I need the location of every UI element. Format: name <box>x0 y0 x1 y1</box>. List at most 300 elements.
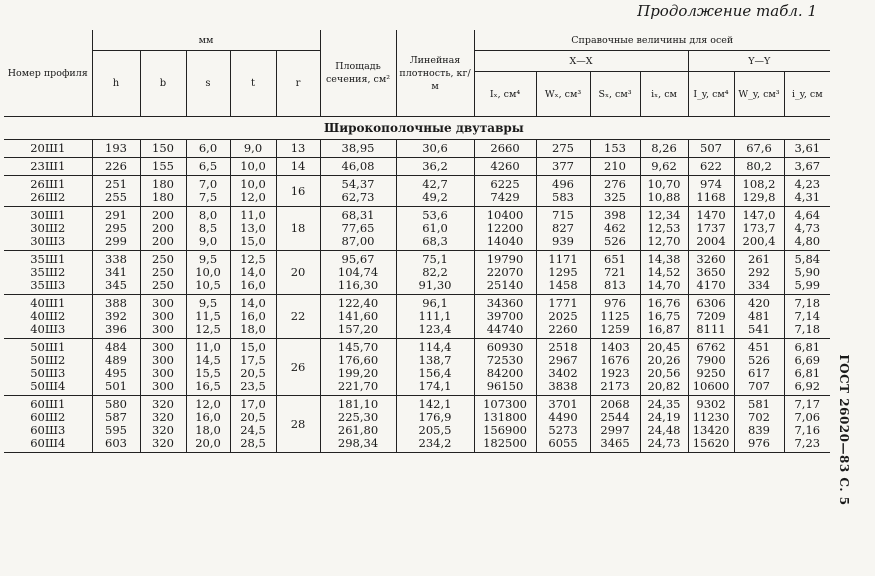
cell-sx <box>590 396 640 453</box>
cell-value: 3701 <box>548 397 578 411</box>
cell-value: 622 <box>700 159 722 173</box>
cell-wy <box>734 158 784 176</box>
cell-value: 60Ш1 <box>30 397 66 411</box>
cell-value: 26Ш2 <box>30 190 66 204</box>
cell-b <box>140 295 186 339</box>
cell-h <box>92 339 140 396</box>
cell-wx <box>536 176 590 207</box>
cell-sx <box>590 176 640 207</box>
cell-r <box>276 396 320 453</box>
cell-value: 300 <box>152 366 174 380</box>
cell-h <box>92 251 140 295</box>
cell-value: 138,7 <box>418 353 452 367</box>
cell-value: 298,34 <box>337 436 379 450</box>
cell-value: 7429 <box>490 190 520 204</box>
table-row <box>4 140 830 158</box>
cell-iy-radius <box>784 339 830 396</box>
cell-value: 39700 <box>486 309 524 323</box>
cell-iy-radius <box>784 207 830 251</box>
profile-table <box>4 30 830 453</box>
cell-value: 320 <box>152 436 174 450</box>
cell-s <box>186 207 230 251</box>
cell-r <box>276 176 320 207</box>
cell-value: 36,2 <box>422 159 448 173</box>
cell-value: 481 <box>748 309 770 323</box>
cell-value: 587 <box>105 410 127 424</box>
cell-value: 7,23 <box>794 436 821 450</box>
cell-value: 1676 <box>600 353 630 367</box>
cell-value: 7,18 <box>794 322 821 336</box>
header-ix-moment: Iₓ, см⁴ <box>474 72 536 117</box>
cell-value: 1171 <box>548 252 578 266</box>
cell-value: 827 <box>552 221 574 235</box>
cell-value: 30Ш1 <box>30 208 66 222</box>
cell-h <box>92 158 140 176</box>
cell-value: 320 <box>152 410 174 424</box>
header-iy-moment: I_y, см⁴ <box>688 72 734 117</box>
cell-value: 338 <box>105 252 127 266</box>
cell-value: 1295 <box>548 265 578 279</box>
cell-profile-number <box>4 396 92 453</box>
cell-value: 5,99 <box>794 278 821 292</box>
cell-value: 3260 <box>696 252 726 266</box>
cell-value: 251 <box>105 177 127 191</box>
cell-value: 84200 <box>486 366 524 380</box>
cell-value: 276 <box>604 177 626 191</box>
cell-value: 9250 <box>696 366 726 380</box>
cell-value: 14040 <box>486 234 524 248</box>
cell-value: 24,35 <box>647 397 681 411</box>
cell-value: 141,60 <box>337 309 379 323</box>
cell-profile-number <box>4 176 92 207</box>
cell-value: 974 <box>700 177 722 191</box>
cell-value: 1771 <box>548 296 578 310</box>
cell-value: 20Ш1 <box>30 141 66 155</box>
cell-value: 221,70 <box>337 379 379 393</box>
cell-value: 1470 <box>696 208 726 222</box>
cell-value: 72530 <box>486 353 524 367</box>
cell-wy <box>734 396 784 453</box>
cell-r <box>276 295 320 339</box>
cell-value: 451 <box>748 340 770 354</box>
header-axis-xx: X—X <box>474 51 688 72</box>
cell-value: 24,73 <box>647 436 681 450</box>
cell-value: 2518 <box>548 340 578 354</box>
cell-value: 75,1 <box>422 252 448 266</box>
profile-group <box>4 295 830 339</box>
cell-value: 60930 <box>486 340 524 354</box>
cell-value: 153 <box>604 141 626 155</box>
cell-value: 49,2 <box>422 190 448 204</box>
cell-area <box>320 396 396 453</box>
cell-value: 28 <box>290 416 306 431</box>
cell-value: 9,5 <box>198 296 218 310</box>
cell-value: 7,06 <box>794 410 821 424</box>
cell-value: 96150 <box>486 379 524 393</box>
cell-value: 300 <box>152 379 174 393</box>
cell-value: 60Ш4 <box>30 436 66 450</box>
cell-value: 6055 <box>548 436 578 450</box>
cell-value: 275 <box>552 141 574 155</box>
cell-value: 34360 <box>486 296 524 310</box>
cell-value: 181,10 <box>337 397 379 411</box>
header-ix-radius: iₓ, см <box>640 72 688 117</box>
cell-value: 7,18 <box>794 296 821 310</box>
cell-value: 4170 <box>696 278 726 292</box>
cell-value: 300 <box>152 296 174 310</box>
cell-density <box>396 295 474 339</box>
cell-b <box>140 176 186 207</box>
cell-b <box>140 339 186 396</box>
cell-wx <box>536 140 590 158</box>
cell-value: 9,62 <box>651 159 677 173</box>
cell-ix-radius <box>640 158 688 176</box>
cell-value: 2068 <box>600 397 630 411</box>
cell-iy-radius <box>784 396 830 453</box>
cell-value: 16,0 <box>240 309 266 323</box>
cell-value: 26Ш1 <box>30 177 66 191</box>
cell-value: 5273 <box>548 423 578 437</box>
cell-value: 702 <box>748 410 770 424</box>
cell-value: 9,0 <box>243 141 263 155</box>
cell-ix-radius <box>640 251 688 295</box>
cell-value: 7209 <box>696 309 726 323</box>
cell-value: 6306 <box>696 296 726 310</box>
page-header: Продолжение табл. 1 <box>637 2 817 20</box>
cell-value: 174,1 <box>418 379 452 393</box>
cell-s <box>186 158 230 176</box>
header-wx: Wₓ, см³ <box>536 72 590 117</box>
cell-value: 226 <box>105 159 127 173</box>
cell-value: 14,0 <box>240 296 266 310</box>
cell-value: 7,16 <box>794 423 821 437</box>
cell-ix-moment <box>474 176 536 207</box>
cell-value: 24,48 <box>647 423 681 437</box>
cell-value: 10400 <box>486 208 524 222</box>
cell-value: 80,2 <box>746 159 772 173</box>
cell-value: 200 <box>152 234 174 248</box>
cell-value: 147,0 <box>742 208 776 222</box>
cell-value: 156900 <box>483 423 527 437</box>
cell-sx <box>590 339 640 396</box>
cell-ix-radius <box>640 176 688 207</box>
cell-value: 839 <box>748 423 770 437</box>
cell-value: 603 <box>105 436 127 450</box>
cell-value: 155 <box>152 159 174 173</box>
cell-value: 462 <box>604 221 626 235</box>
cell-value: 20,0 <box>195 436 221 450</box>
cell-value: 250 <box>152 278 174 292</box>
cell-r <box>276 207 320 251</box>
cell-value: 261,80 <box>337 423 379 437</box>
cell-value: 295 <box>105 221 127 235</box>
cell-value: 77,65 <box>341 221 375 235</box>
cell-value: 200 <box>152 208 174 222</box>
cell-area <box>320 251 396 295</box>
cell-value: 388 <box>105 296 127 310</box>
cell-value: 3402 <box>548 366 578 380</box>
cell-value: 8,0 <box>198 208 218 222</box>
cell-ix-moment <box>474 339 536 396</box>
header-mm: мм <box>92 30 320 51</box>
cell-value: 2544 <box>600 410 630 424</box>
cell-value: 392 <box>105 309 127 323</box>
cell-value: 50Ш1 <box>30 340 66 354</box>
cell-value: 35Ш3 <box>30 278 66 292</box>
cell-iy-radius <box>784 176 830 207</box>
cell-value: 4,23 <box>794 177 821 191</box>
cell-value: 107300 <box>483 397 527 411</box>
section-title: Широкополочные двутавры <box>4 117 830 140</box>
cell-sx <box>590 295 640 339</box>
cell-value: 707 <box>748 379 770 393</box>
cell-value: 18,0 <box>240 322 266 336</box>
cell-value: 24,5 <box>240 423 266 437</box>
cell-value: 6,81 <box>794 366 821 380</box>
cell-wx <box>536 295 590 339</box>
table-row <box>4 339 830 396</box>
cell-value: 9302 <box>696 397 726 411</box>
cell-iy-radius <box>784 140 830 158</box>
cell-iy-moment <box>688 158 734 176</box>
cell-value: 225,30 <box>337 410 379 424</box>
cell-value: 9,0 <box>198 234 218 248</box>
header-profile-number: Номер профиля <box>4 30 92 117</box>
cell-area <box>320 140 396 158</box>
cell-value: 15,0 <box>240 340 266 354</box>
cell-value: 300 <box>152 353 174 367</box>
cell-wy <box>734 251 784 295</box>
cell-value: 4,64 <box>794 208 821 222</box>
cell-value: 250 <box>152 252 174 266</box>
cell-ix-moment <box>474 396 536 453</box>
cell-value: 6225 <box>490 177 520 191</box>
cell-value: 377 <box>552 159 574 173</box>
cell-value: 976 <box>604 296 626 310</box>
cell-value: 715 <box>552 208 574 222</box>
cell-profile-number <box>4 140 92 158</box>
profile-group <box>4 176 830 207</box>
cell-t <box>230 251 276 295</box>
cell-value: 5,90 <box>794 265 821 279</box>
cell-iy-moment <box>688 140 734 158</box>
cell-b <box>140 207 186 251</box>
header-area: Площадь сечения, см² <box>320 30 396 117</box>
table-row <box>4 176 830 207</box>
cell-iy-moment <box>688 396 734 453</box>
cell-r <box>276 339 320 396</box>
cell-value: 334 <box>748 278 770 292</box>
cell-value: 157,20 <box>337 322 379 336</box>
cell-value: 489 <box>105 353 127 367</box>
cell-s <box>186 339 230 396</box>
cell-value: 200,4 <box>742 234 776 248</box>
cell-value: 16,5 <box>195 379 221 393</box>
cell-value: 7,5 <box>198 190 218 204</box>
cell-value: 24,19 <box>647 410 681 424</box>
cell-iy-moment <box>688 176 734 207</box>
cell-value: 122,40 <box>337 296 379 310</box>
header-t: t <box>230 51 276 117</box>
cell-value: 7,14 <box>794 309 821 323</box>
cell-value: 4,31 <box>794 190 821 204</box>
cell-value: 150 <box>152 141 174 155</box>
cell-b <box>140 158 186 176</box>
cell-value: 23,5 <box>240 379 266 393</box>
cell-value: 12,0 <box>240 190 266 204</box>
cell-area <box>320 158 396 176</box>
cell-value: 12,5 <box>240 252 266 266</box>
cell-value: 4,73 <box>794 221 821 235</box>
profile-group <box>4 339 830 396</box>
header-reference: Справочные величины для осей <box>474 30 830 51</box>
cell-value: 583 <box>552 190 574 204</box>
cell-value: 255 <box>105 190 127 204</box>
header-s: s <box>186 51 230 117</box>
cell-value: 939 <box>552 234 574 248</box>
cell-value: 7,17 <box>794 397 821 411</box>
cell-value: 30Ш2 <box>30 221 66 235</box>
cell-iy-moment <box>688 207 734 251</box>
profile-group <box>4 251 830 295</box>
cell-value: 180 <box>152 190 174 204</box>
cell-value: 10600 <box>692 379 730 393</box>
cell-value: 60Ш2 <box>30 410 66 424</box>
cell-value: 976 <box>748 436 770 450</box>
header-iy-radius: i_y, см <box>784 72 830 117</box>
cell-value: 20,45 <box>647 340 681 354</box>
cell-value: 3465 <box>600 436 630 450</box>
profile-group <box>4 207 830 251</box>
cell-value: 6,0 <box>198 141 218 155</box>
cell-area <box>320 176 396 207</box>
cell-density <box>396 176 474 207</box>
cell-density <box>396 207 474 251</box>
cell-ix-moment <box>474 251 536 295</box>
cell-iy-moment <box>688 339 734 396</box>
cell-value: 299 <box>105 234 127 248</box>
cell-value: 261 <box>748 252 770 266</box>
cell-value: 3838 <box>548 379 578 393</box>
cell-value: 116,30 <box>337 278 379 292</box>
cell-value: 176,9 <box>418 410 452 424</box>
cell-value: 2004 <box>696 234 726 248</box>
cell-value: 95,67 <box>341 252 375 266</box>
cell-value: 341 <box>105 265 127 279</box>
cell-value: 42,7 <box>422 177 448 191</box>
cell-t <box>230 207 276 251</box>
cell-value: 53,6 <box>422 208 448 222</box>
cell-profile-number <box>4 207 92 251</box>
cell-value: 20,5 <box>240 410 266 424</box>
cell-value: 23Ш1 <box>30 159 66 173</box>
cell-value: 38,95 <box>341 141 375 155</box>
cell-value: 6762 <box>696 340 726 354</box>
cell-value: 2173 <box>600 379 630 393</box>
cell-value: 15,5 <box>195 366 221 380</box>
cell-value: 60Ш3 <box>30 423 66 437</box>
cell-value: 96,1 <box>422 296 448 310</box>
cell-wy <box>734 207 784 251</box>
cell-value: 2997 <box>600 423 630 437</box>
profile-group <box>4 396 830 453</box>
cell-value: 398 <box>604 208 626 222</box>
cell-area <box>320 295 396 339</box>
cell-value: 292 <box>748 265 770 279</box>
cell-r <box>276 140 320 158</box>
cell-s <box>186 176 230 207</box>
cell-value: 182500 <box>483 436 527 450</box>
cell-iy-radius <box>784 251 830 295</box>
cell-value: 10,70 <box>647 177 681 191</box>
cell-value: 54,37 <box>341 177 375 191</box>
cell-wx <box>536 251 590 295</box>
cell-t <box>230 339 276 396</box>
cell-value: 1125 <box>600 309 630 323</box>
cell-value: 3,61 <box>794 141 821 155</box>
cell-value: 300 <box>152 309 174 323</box>
cell-value: 484 <box>105 340 127 354</box>
cell-ix-radius <box>640 140 688 158</box>
cell-value: 12,5 <box>195 322 221 336</box>
header-r: r <box>276 51 320 117</box>
cell-iy-moment <box>688 251 734 295</box>
cell-wy <box>734 339 784 396</box>
cell-value: 345 <box>105 278 127 292</box>
cell-value: 40Ш2 <box>30 309 66 323</box>
cell-value: 12,34 <box>647 208 681 222</box>
cell-s <box>186 396 230 453</box>
cell-value: 2260 <box>548 322 578 336</box>
cell-value: 1737 <box>696 221 726 235</box>
table-header <box>4 30 830 117</box>
cell-value: 129,8 <box>742 190 776 204</box>
cell-value: 617 <box>748 366 770 380</box>
cell-value: 20,56 <box>647 366 681 380</box>
cell-ix-radius <box>640 295 688 339</box>
cell-b <box>140 140 186 158</box>
cell-ix-radius <box>640 207 688 251</box>
cell-value: 8111 <box>696 322 726 336</box>
cell-ix-moment <box>474 158 536 176</box>
cell-value: 7,0 <box>198 177 218 191</box>
cell-value: 16,0 <box>195 410 221 424</box>
cell-r <box>276 158 320 176</box>
cell-value: 651 <box>604 252 626 266</box>
cell-wx <box>536 396 590 453</box>
cell-value: 26 <box>290 359 306 374</box>
cell-t <box>230 176 276 207</box>
profile-group <box>4 140 830 158</box>
cell-value: 813 <box>604 278 626 292</box>
cell-value: 176,60 <box>337 353 379 367</box>
cell-wx <box>536 158 590 176</box>
cell-profile-number <box>4 295 92 339</box>
cell-value: 200 <box>152 221 174 235</box>
cell-density <box>396 158 474 176</box>
cell-value: 14,70 <box>647 278 681 292</box>
cell-value: 40Ш3 <box>30 322 66 336</box>
cell-area <box>320 339 396 396</box>
cell-value: 40Ш1 <box>30 296 66 310</box>
profile-group <box>4 158 830 176</box>
header-b: b <box>140 51 186 117</box>
cell-value: 291 <box>105 208 127 222</box>
cell-value: 61,0 <box>422 221 448 235</box>
cell-value: 210 <box>604 159 626 173</box>
cell-profile-number <box>4 339 92 396</box>
cell-value: 62,73 <box>341 190 375 204</box>
